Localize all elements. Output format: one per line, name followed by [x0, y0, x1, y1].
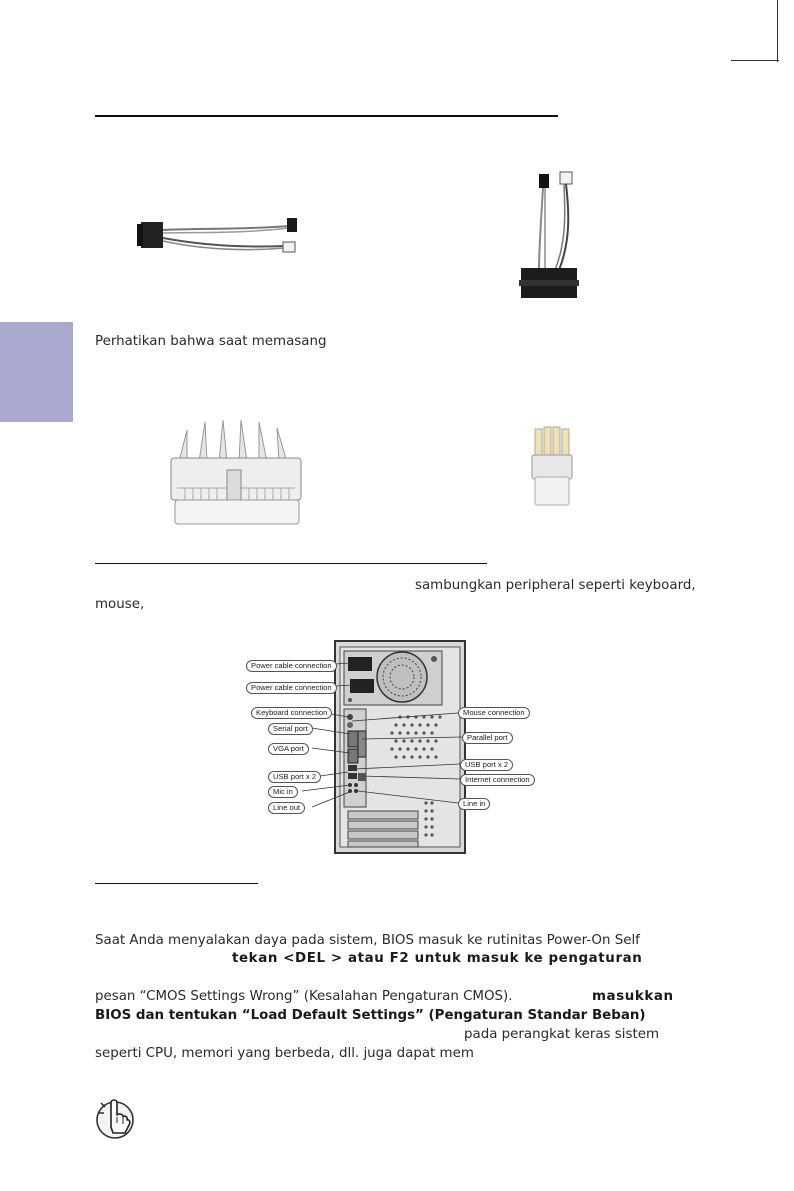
callout-usb-left: USB port x 2	[268, 771, 321, 783]
paragraph-text-3d: masukkan	[592, 989, 674, 1004]
callout-keyboard: Keyboard connection	[251, 707, 332, 719]
callout-internet: Internet connection	[460, 774, 535, 786]
callout-line-in: Line in	[458, 798, 490, 810]
section-rule-3	[95, 883, 258, 884]
callout-usb-right: USB port x 2	[460, 759, 513, 771]
paragraph-text-2b: mouse,	[95, 597, 145, 612]
paragraph-text-2a: sambungkan peripheral seperti keyboard,	[415, 578, 696, 593]
callout-serial-port: Serial port	[268, 723, 313, 735]
callout-parallel-port: Parallel port	[462, 732, 513, 744]
section-rule-2	[95, 563, 487, 564]
callout-mouse: Mouse connection	[458, 707, 530, 719]
pointing-hand-icon	[95, 1093, 135, 1145]
paragraph-text-1: Perhatikan bahwa saat memasang	[95, 334, 327, 349]
sata-power-cable-image	[135, 210, 305, 260]
paragraph-text-3a: Saat Anda menyalakan daya pada sistem, BIOS masuk ke rutinitas Power-On Self	[95, 933, 640, 948]
paragraph-text-3g: seperti CPU, memori yang berbeda, dll. juga dapat mem	[95, 1046, 474, 1061]
crop-mark-vertical	[777, 0, 778, 62]
paragraph-text-3b: tekan <DEL > atau F2 untuk masuk ke pengaturan	[232, 951, 643, 966]
atx12v-connector-image	[527, 425, 577, 509]
pc-rear-panel-diagram	[240, 635, 532, 857]
paragraph-text-3c: pesan “CMOS Settings Wrong” (Kesalahan Pengaturan CMOS).	[95, 989, 513, 1004]
section-rule-1	[95, 115, 558, 117]
callout-power-cable-2: Power cable connection	[246, 682, 337, 694]
paragraph-text-3f: pada perangkat keras sistem	[464, 1027, 660, 1042]
callout-mic-in: Mic in	[268, 786, 298, 798]
paragraph-text-3e: BIOS dan tentukan “Load Default Settings” (Pengaturan Standar Beban)	[95, 1008, 646, 1023]
callout-line-out: Line out	[268, 802, 305, 814]
crop-mark-horizontal	[731, 60, 779, 61]
atx-power-connector-image	[165, 418, 307, 526]
callout-vga-port: VGA port	[268, 743, 309, 755]
chapter-side-tab	[0, 322, 73, 422]
callout-power-cable-1: Power cable connection	[246, 660, 337, 672]
sata-data-cable-image	[515, 170, 585, 305]
